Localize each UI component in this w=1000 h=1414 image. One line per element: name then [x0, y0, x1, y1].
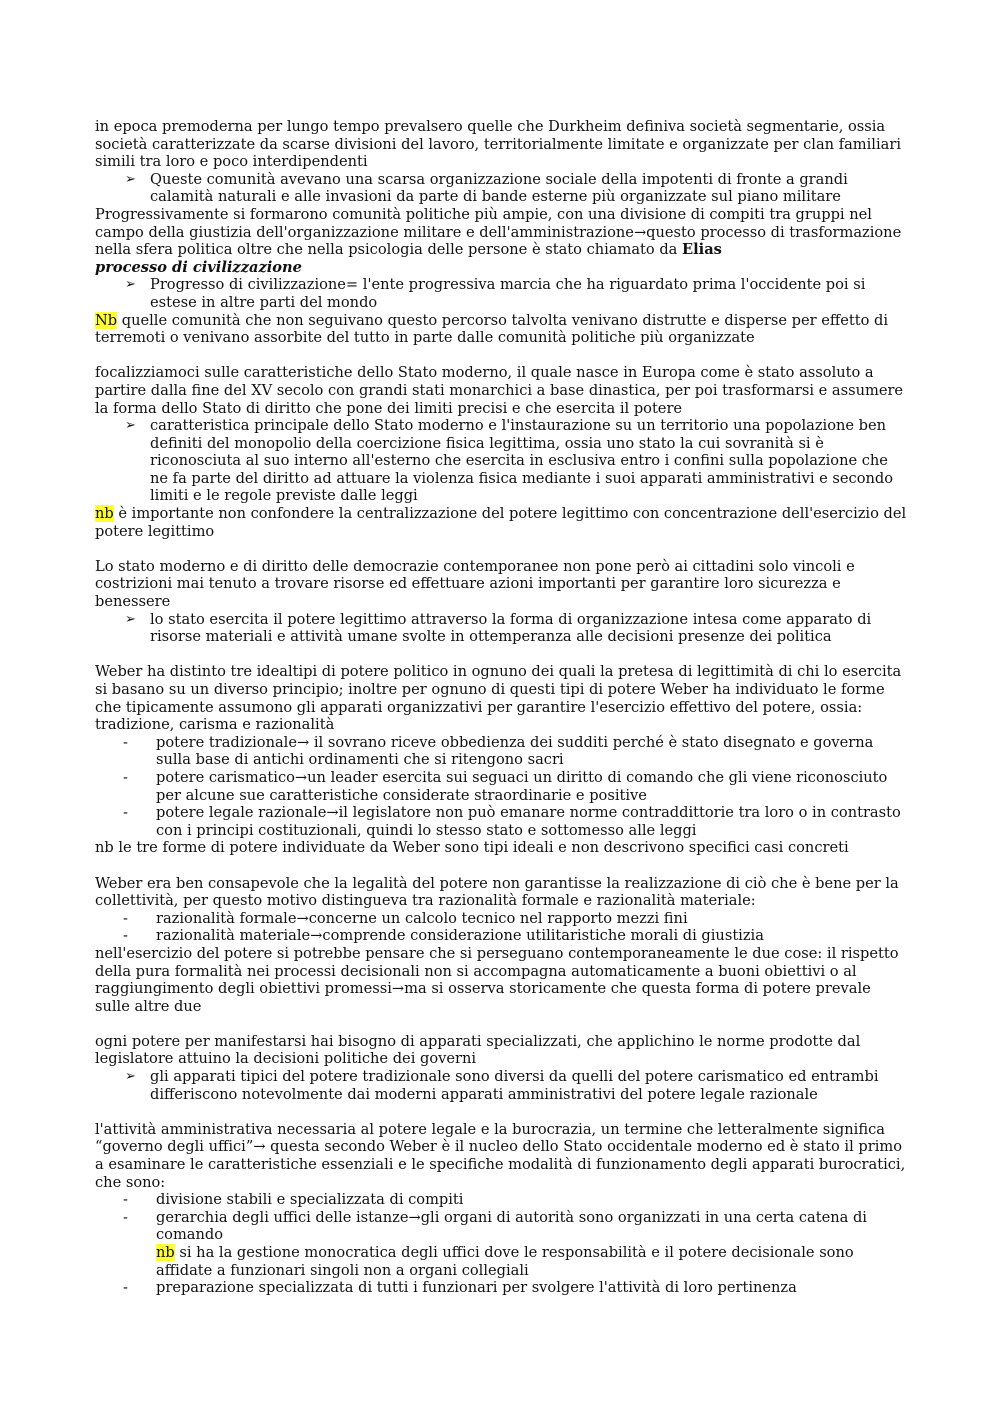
arrow-icon: →: [326, 804, 339, 822]
nested-note: nb si ha la gestione monocratica degli uffici dove le responsabilità e il potere decisionale sono affidate a funzionari singoli non a organi collegiali: [156, 1244, 854, 1279]
paragraph: Progressivamente si formarono comunità politiche più ampie, con una divisione di compiti tra gruppi nel campo della giustizia dell'organizzazione militare e dell'amministrazione→questo processo di trasformazione nella sfera politica oltre che nella psicologia delle persone è stato chiamato da Elias processo di civilizzazione: [95, 205, 902, 276]
bullet-text: caratteristica principale dello Stato moderno e l'instaurazione su un territorio una popolazione ben definiti del monopolio della coercizione fisica legittima, ossia uno stato la cui sovranità si è riconosciuta al suo interno all'esterno che esercita in esclusiva entro i confini sulla popolazione che ne fa parte del diritto ad attuare la violenza fisica mediante i suoi apparati amministrativi e secondo limiti e le regole previste dalle leggi: [150, 417, 894, 505]
bullet-item: [95, 611, 910, 646]
paragraph: Lo stato moderno e di diritto delle democrazie contemporanee non pone però ai cittadini solo vincoli e costrizioni mai tenuto a trovare risorse ed effettuare azioni importanti per garantire loro sicurezza e benessere: [95, 557, 855, 611]
dash-bullet-icon: -: [123, 733, 128, 751]
paragraph: nell'esercizio del potere si potrebbe pensare che si perseguano contemporaneamente le due cose: il rispetto della pura formalità nei processi decisionali non si accompagna automaticamente a buoni obiettivi o al raggiungimento degli obiettivi promessi→ma si osserva storicamente che questa forma di potere prevale sulle altre due: [95, 944, 899, 1015]
arrow-icon: →: [391, 980, 405, 998]
dash-item: [95, 927, 910, 945]
bullet-text: Queste comunità avevano una scarsa organizzazione sociale della impotenti di fronte a grandi calamità naturali e alle invasioni da parte di bande esterne più organizzate sul piano militare: [150, 170, 848, 206]
dash-bullet-icon: -: [123, 804, 128, 822]
document-page: [95, 118, 910, 1297]
bullet-item: [95, 171, 910, 206]
paragraph: Nb quelle comunità che non seguivano questo percorso talvolta venivano distrutte e disperse per effetto di terremoti o venivano assorbite del tutto in parte dalle comunità politiche più organizzate: [95, 311, 889, 347]
dash-item: [95, 769, 910, 804]
nb-highlight: nb: [95, 505, 114, 523]
paragraph: nb le tre forme di potere individuate da Weber sono tipi ideali e non descrivono specifici casi concreti: [95, 839, 849, 857]
dash-item: [95, 1209, 910, 1244]
dash-item: [95, 734, 910, 769]
dash-text: razionalità materiale→comprende considerazione utilitaristiche morali di giustizia: [156, 927, 764, 945]
arrow-icon: →: [253, 1138, 266, 1156]
dash-text: potere carismatico→un leader esercita sui seguaci un diritto di comando che gli viene riconosciuto per alcune sue caratteristiche considerate straordinarie e positive: [156, 768, 888, 804]
paragraph: nb è importante non confondere la centralizzazione del potere legittimo con concentrazione dell'esercizio del potere legittimo: [95, 505, 907, 540]
nb-highlight: nb: [156, 1244, 175, 1261]
arrowhead-bullet-icon: ➢: [125, 171, 136, 187]
dash-item: [95, 1191, 910, 1209]
dash-item: [95, 804, 910, 839]
dash-text: gerarchia degli uffici delle istanze→gli organi di autorità sono organizzati in una certa catena di comando: [156, 1208, 867, 1244]
dash-text: preparazione specializzata di tutti i funzionari per svolgere l'attività di loro pertinenza: [156, 1279, 797, 1297]
paragraph: in epoca premoderna per lungo tempo prevalsero quelle che Durkheim definiva società segmentarie, ossia società caratterizzate da scarse divisioni del lavoro, territorialmente limitate e organizzate per clan familiari simili tra loro e poco interdipendenti: [95, 118, 901, 171]
paragraph: Weber era ben consapevole che la legalità del potere non garantisse la realizzazione di ciò che è bene per la collettività, per questo motivo distingueva tra razionalità formale e razionalità materiale:: [95, 874, 899, 910]
arrow-icon: →: [296, 733, 310, 751]
dash-text: potere legale razionale→il legislatore non può emanare norme contraddittorie tra loro o in contrasto con i principi costituzionali, quindi lo stesso stato e sottomesso alle leggi: [156, 804, 901, 839]
paragraph: focalizziamoci sulle caratteristiche dello Stato moderno, il quale nasce in Europa come è stato assoluto a partire dalla fine del XV secolo con grandi stati monarchici a base dinastica, per poi trasformarsi e assumere la forma dello Stato di diritto che pone dei limiti precisi e che esercita il potere: [95, 364, 904, 417]
nb-highlight: Nb: [95, 311, 118, 329]
arrow-icon: →: [408, 1208, 421, 1226]
bullet-text: lo stato esercita il potere legittimo attraverso la forma di organizzazione intesa come apparato di risorse materiali e attività umane svolte in ottemperanza alle decisioni presenze dei politica: [150, 610, 872, 646]
dash-bullet-icon: -: [123, 927, 128, 945]
dash-bullet-icon: -: [123, 909, 128, 927]
paragraph: Weber ha distinto tre idealtipi di potere politico in ognuno dei quali la pretesa di legittimità di chi lo esercita si basano su un diverso principio; inoltre per ognuno di questi tipi di potere Weber ha individuato le forme che tipicamente assumono gli apparati organizzativi per garantire l'esercizio effettivo del potere, ossia: tradizione, carisma e razionalità: [95, 663, 902, 734]
dash-text: divisione stabili e specializzata di compiti: [156, 1191, 464, 1209]
paragraph: ogni potere per manifestarsi hai bisogno di apparati specializzati, che applichino le norme prodotte dal legislatore attuino la decisioni politiche dei governi: [95, 1032, 861, 1068]
dash-bullet-icon: -: [123, 1191, 128, 1209]
bullet-text: gli apparati tipici del potere tradizionale sono diversi da quelli del potere carismatico ed entrambi differiscono notevolmente dai moderni apparati amministrativi del potere legale razionale: [150, 1068, 879, 1103]
arrow-icon: →: [296, 909, 309, 927]
bullet-text: Progresso di civilizzazione= l'ente progressiva marcia che ha riguardato prima l'occidente poi si estese in altre parti del mondo: [150, 276, 866, 311]
arrowhead-bullet-icon: ➢: [125, 277, 136, 293]
dash-item: [95, 910, 910, 928]
bold-term: Elias: [682, 241, 722, 259]
bullet-item: [95, 1068, 910, 1103]
bullet-item: [95, 276, 910, 311]
arrowhead-bullet-icon: ➢: [125, 418, 136, 434]
dash-text: potere tradizionale→ il sovrano riceve obbedienza dei sudditi perché è stato disegnato e governa sulla base di antichi ordinamenti che si ritengono sacri: [156, 733, 874, 769]
dash-text: razionalità formale→concerne un calcolo tecnico nel rapporto mezzi fini: [156, 909, 688, 927]
bullet-item: [95, 417, 910, 505]
dash-bullet-icon: -: [123, 768, 128, 786]
arrowhead-bullet-icon: ➢: [125, 611, 136, 627]
dash-bullet-icon: -: [123, 1279, 128, 1297]
arrowhead-bullet-icon: ➢: [125, 1069, 136, 1085]
dash-item: [95, 1279, 910, 1297]
arrow-icon: →: [633, 223, 647, 241]
dash-bullet-icon: -: [123, 1208, 128, 1226]
paragraph: l'attività amministrativa necessaria al potere legale e la burocrazia, un termine che letteralmente significa “governo degli uffici”→ questa secondo Weber è il nucleo dello Stato occidentale moderno ed è stato il primo a esaminare le caratteristiche essenziali e le specifiche modalità di funzionamento degli apparati burocratici, che sono:: [95, 1120, 906, 1191]
bold-italic-term: processo di civilizzazione: [95, 258, 302, 276]
arrow-icon: →: [294, 768, 308, 786]
arrow-icon: →: [310, 927, 323, 945]
